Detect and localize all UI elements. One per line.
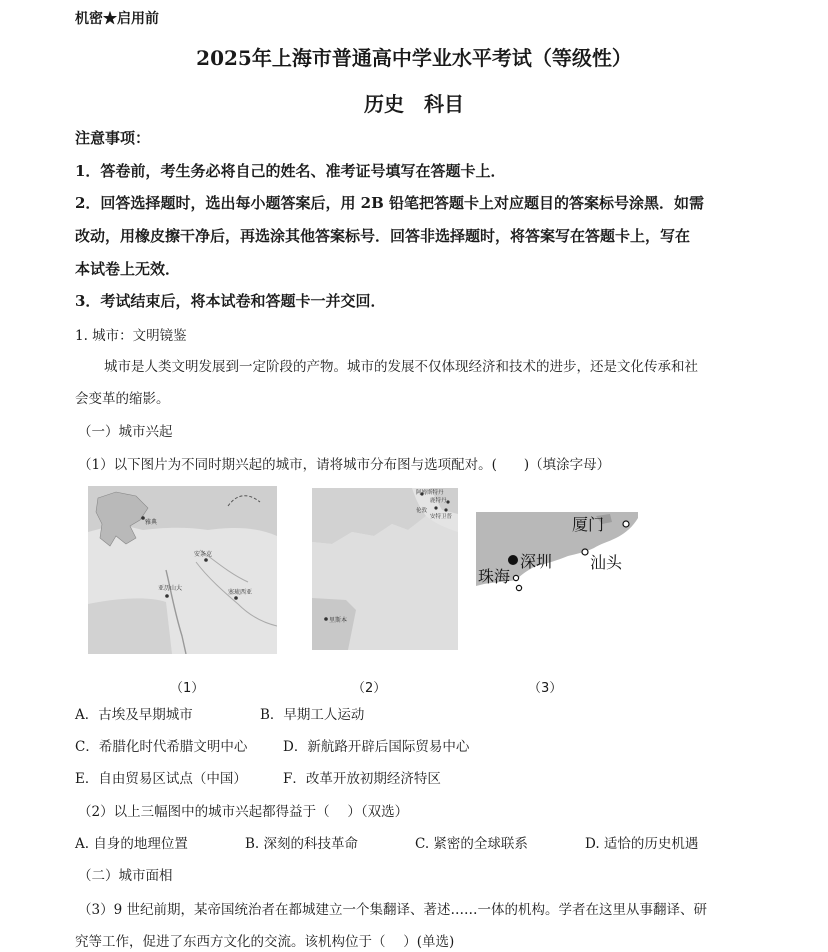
map-1-label-seleucia: 塞琉西亚 (228, 589, 253, 596)
map-2-label-antwerp: 安特卫普 (430, 514, 453, 520)
map-3-label-xiamen: 厦门 (572, 515, 605, 534)
option-1-e: E．自由贸易区试点（中国） (75, 771, 247, 787)
notice-item-2-line-2: 改动，用橡皮擦干净后，再选涂其他答案标号．回答非选择题时，将答案写在答题卡上，写在 (75, 227, 691, 245)
map-2 (312, 488, 458, 650)
map-2-label-rotterdam: 鹿特丹 (430, 498, 447, 504)
notice-item-3: 3．考试结束后，将本试卷和答题卡一并交回． (75, 292, 386, 310)
section-2-heading: （二）城市面相 (78, 868, 173, 884)
exam-title: 2025年上海市普通高中学业水平考试（等级性） (196, 46, 632, 70)
option-1-a: A．古埃及早期城市 (75, 707, 193, 723)
confidential-label: 机密★启用前 (75, 11, 159, 27)
sub-question-3-line-2: 究等工作，促进了东西方文化的交流。该机构位于（ ）(单选) (75, 934, 455, 950)
sub-question-3-line-1: （3）9 世纪前期，某帝国统治者在都城建立一个集翻译、著述……一体的机构。学者在这里从事翻译、研 (78, 902, 707, 918)
sub-question-2: （2）以上三幅图中的城市兴起都得益于（ ）（双选） (78, 804, 409, 820)
map-2-label-lisbon: 里斯本 (329, 617, 348, 624)
map-1-caption: （1） (170, 681, 205, 696)
map-3-caption: （3） (528, 681, 563, 696)
notice-heading: 注意事项： (75, 129, 151, 147)
map-1 (88, 486, 277, 654)
option-1-f: F．改革开放初期经济特区 (283, 771, 441, 787)
map-2-label-london: 伦敦 (416, 508, 428, 514)
option-2-c: C. 紧密的全球联系 (415, 836, 528, 852)
map-3-label-zhuhai: 珠海 (478, 567, 511, 586)
option-2-b: B. 深刻的科技革命 (245, 836, 359, 852)
subject-title: 历史 科目 (364, 92, 464, 116)
map-3-label-shantou: 汕头 (590, 553, 623, 572)
question-1-intro-line-1: 城市是人类文明发展到一定阶段的产物。城市的发展不仅体现经济和技术的进步，还是文化传承和社 (104, 359, 698, 375)
map-2-label-amsterdam: 阿姆斯特丹 (416, 490, 444, 496)
question-1-heading: 1. 城市：文明镜鉴 (75, 328, 187, 344)
option-1-d: D．新航路开辟后国际贸易中心 (283, 739, 470, 755)
map-3 (476, 512, 638, 594)
sub-question-1: （1）以下图片为不同时期兴起的城市，请将城市分布图与选项配对。( )（填涂字母） (78, 457, 611, 473)
map-1-label-athens: 雅典 (145, 519, 158, 526)
map-1-label-alexandria: 亚历山大 (158, 585, 183, 592)
option-1-b: B．早期工人运动 (260, 707, 365, 723)
map-1-label-antioch: 安条克 (194, 551, 213, 558)
option-2-d: D. 适恰的历史机遇 (585, 836, 699, 852)
question-1-intro-line-2: 会变革的缩影。 (75, 391, 170, 407)
notice-item-2-line-3: 本试卷上无效． (75, 260, 181, 278)
notice-item-2-line-1: 2．回答选择题时，选出每小题答案后，用 2B 铅笔把答题卡上对应题目的答案标号涂黑．如需 (75, 194, 705, 212)
notice-item-1: 1．答卷前，考生务必将自己的姓名、准考证号填写在答题卡上． (75, 162, 506, 180)
map-3-label-shenzhen: 深圳 (520, 552, 553, 571)
map-2-caption: （2） (352, 681, 387, 696)
section-1-heading: （一）城市兴起 (78, 424, 173, 440)
option-2-a: A. 自身的地理位置 (75, 836, 188, 852)
option-1-c: C．希腊化时代希腊文明中心 (75, 739, 248, 755)
